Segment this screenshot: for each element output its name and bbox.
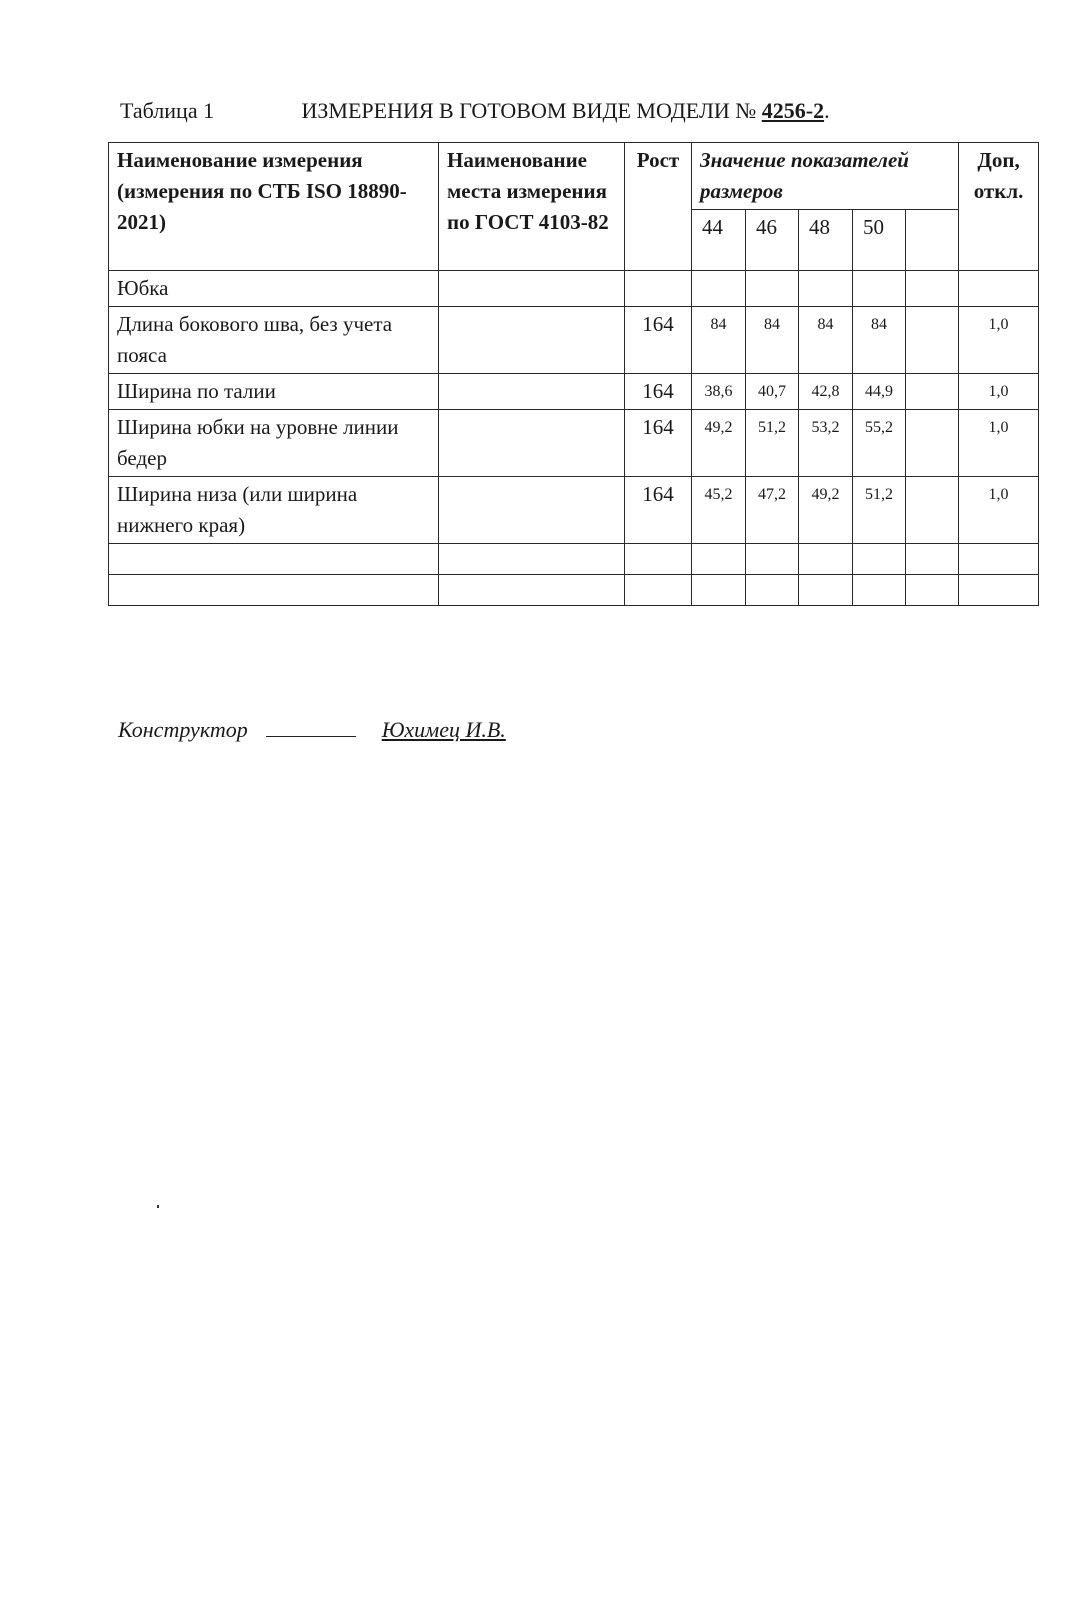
row-value-46: 84 (746, 307, 799, 374)
size-50: 50 (853, 210, 906, 271)
row-value-46: 47,2 (746, 477, 799, 544)
table-row (109, 410, 1039, 477)
cell (746, 544, 799, 575)
row-tolerance: 1,0 (959, 477, 1039, 544)
row-value-50: 51,2 (853, 477, 906, 544)
row-value-50: 55,2 (853, 410, 906, 477)
row-tolerance: 1,0 (959, 410, 1039, 477)
table-row (109, 374, 1039, 410)
cell (692, 575, 746, 606)
section-row (109, 271, 1039, 307)
row-tolerance: 1,0 (959, 307, 1039, 374)
cell (959, 544, 1039, 575)
signature-block (118, 716, 506, 743)
size-empty (906, 210, 959, 271)
section-title: Юбка (109, 271, 439, 307)
size-46: 46 (746, 210, 799, 271)
row-value-extra (906, 477, 959, 544)
cell (799, 271, 853, 307)
cell (799, 575, 853, 606)
row-name: Ширина по талии (109, 374, 439, 410)
cell (109, 544, 439, 575)
table-title: ИЗМЕРЕНИЯ В ГОТОВОМ ВИДЕ МОДЕЛИ № (301, 98, 757, 123)
model-number: 4256-2 (761, 98, 825, 123)
row-value-44: 84 (692, 307, 746, 374)
header-measurement-name: Наименование измерения (измерения по СТБ ISO 18890-2021) (109, 143, 439, 271)
cell (746, 271, 799, 307)
cell (906, 575, 959, 606)
row-name: Ширина юбки на уровне линии бедер (109, 410, 439, 477)
size-44: 44 (692, 210, 746, 271)
cell (109, 575, 439, 606)
cell (906, 544, 959, 575)
row-value-48: 84 (799, 307, 853, 374)
cell (906, 271, 959, 307)
signature-name: Юхимец И.В. (381, 717, 506, 742)
cell (959, 575, 1039, 606)
cell (625, 544, 692, 575)
row-value-48: 53,2 (799, 410, 853, 477)
empty-row (109, 544, 1039, 575)
row-height: 164 (625, 410, 692, 477)
empty-row (109, 575, 1039, 606)
cell (439, 544, 625, 575)
cell (853, 544, 906, 575)
cell (625, 575, 692, 606)
header-height: Рост (625, 143, 692, 271)
row-height: 164 (625, 374, 692, 410)
header-sizes-label: Значение показателей размеров (692, 143, 959, 210)
row-place (439, 410, 625, 477)
cell (692, 271, 746, 307)
cell (746, 575, 799, 606)
row-name: Длина бокового шва, без учета пояса (109, 307, 439, 374)
row-height: 164 (625, 307, 692, 374)
size-48: 48 (799, 210, 853, 271)
row-value-extra (906, 374, 959, 410)
row-value-44: 38,6 (692, 374, 746, 410)
row-value-extra (906, 307, 959, 374)
cell (853, 271, 906, 307)
row-value-48: 42,8 (799, 374, 853, 410)
header-tolerance: Доп, откл. (959, 143, 1039, 271)
table-row (109, 477, 1039, 544)
cell (439, 575, 625, 606)
header-row (109, 143, 1039, 210)
row-value-48: 49,2 (799, 477, 853, 544)
cell (959, 271, 1039, 307)
row-value-46: 40,7 (746, 374, 799, 410)
table-row (109, 307, 1039, 374)
cell (853, 575, 906, 606)
row-value-50: 44,9 (853, 374, 906, 410)
row-place (439, 477, 625, 544)
cell (625, 271, 692, 307)
cell (692, 544, 746, 575)
row-name: Ширина низа (или ширина нижнего края) (109, 477, 439, 544)
header-place-name: Наименование места измерения по ГОСТ 4103-82 (439, 143, 625, 271)
row-value-50: 84 (853, 307, 906, 374)
row-height: 164 (625, 477, 692, 544)
cell (799, 544, 853, 575)
row-value-44: 49,2 (692, 410, 746, 477)
row-value-extra (906, 410, 959, 477)
row-place (439, 307, 625, 374)
row-value-44: 45,2 (692, 477, 746, 544)
table-label: Таблица 1 (120, 98, 215, 123)
signature-line (266, 716, 356, 737)
scan-speck (157, 1205, 159, 1208)
cell (439, 271, 625, 307)
signature-role: Конструктор (118, 717, 248, 742)
row-place (439, 374, 625, 410)
table-caption (120, 98, 1000, 124)
row-tolerance: 1,0 (959, 374, 1039, 410)
measurements-table (108, 142, 1039, 606)
title-suffix: . (824, 98, 830, 123)
row-value-46: 51,2 (746, 410, 799, 477)
